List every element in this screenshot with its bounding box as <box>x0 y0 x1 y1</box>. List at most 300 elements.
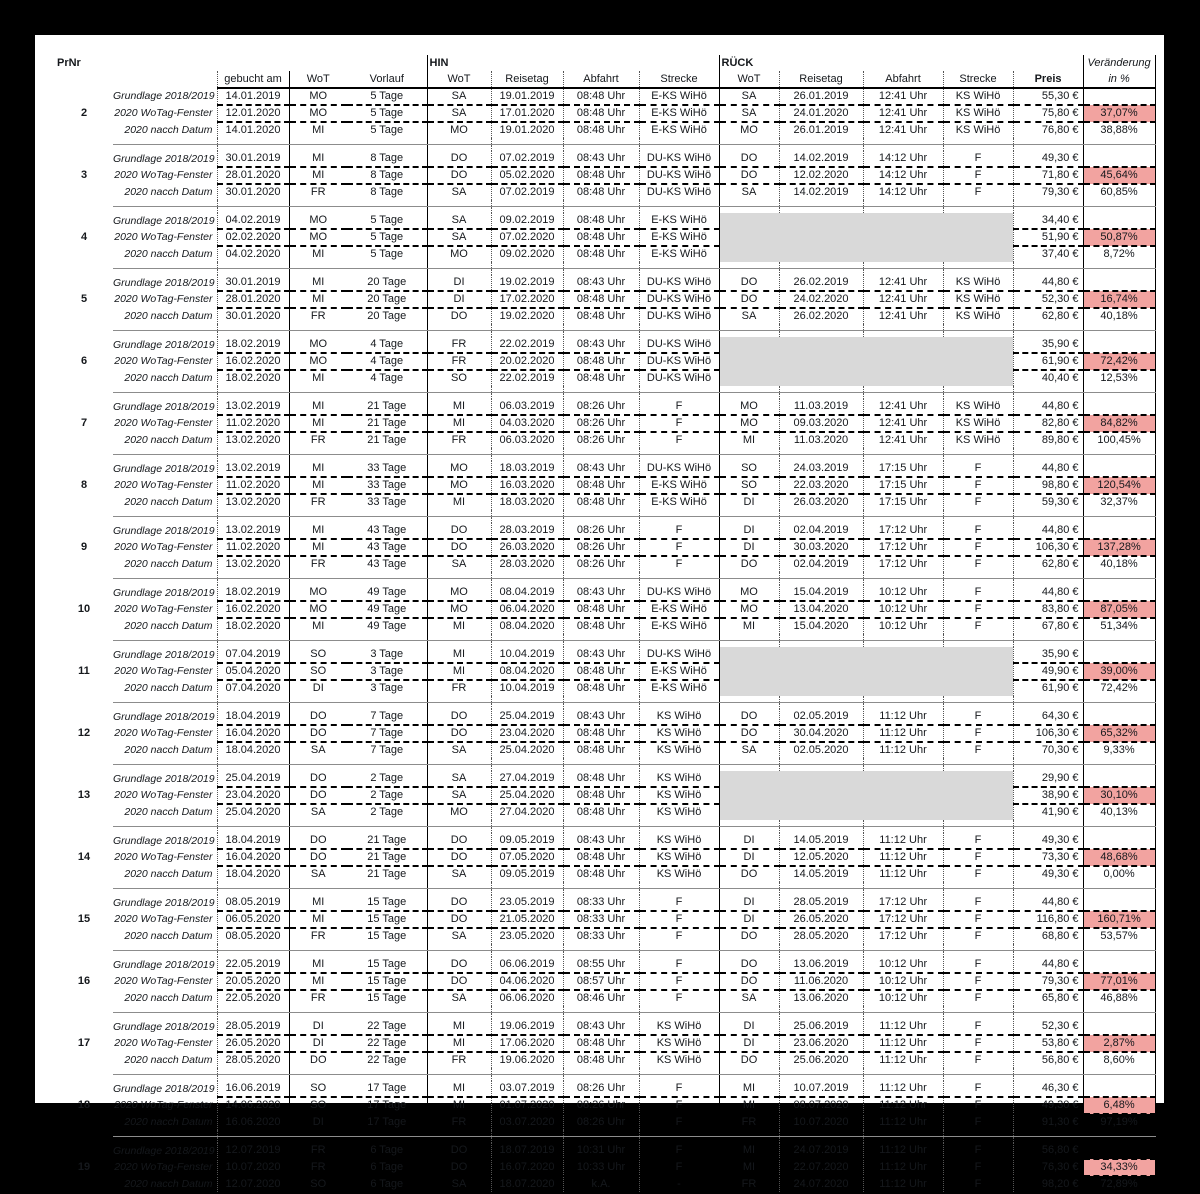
cell-hin-wot: MO <box>427 477 491 494</box>
row-variant-label: 2020 nacch Datum <box>124 805 213 818</box>
cell-hin-wot: SO <box>427 370 491 386</box>
data-row <box>55 477 1155 494</box>
cell-veraenderung-pct: 72,89% <box>1083 1176 1155 1193</box>
cell-wot: SA <box>289 866 347 882</box>
cell-vorlauf: 8 Tage <box>347 167 427 184</box>
data-row <box>55 1114 1155 1130</box>
row-variant-label: 2020 nacch Datum <box>124 681 213 694</box>
hin-strecke-header: Strecke <box>639 71 719 88</box>
cell-hin-wot: DO <box>427 709 491 725</box>
cell-preis: 29,90 € <box>1013 771 1083 787</box>
row-variant-label: 2020 nacch Datum <box>124 1115 213 1128</box>
cell-vorlauf: 3 Tage <box>347 663 427 680</box>
cell-hin-abfahrt: 08:48 Uhr <box>563 246 639 262</box>
cell-wot: FR <box>289 494 347 510</box>
cell-veraenderung-pct: 97,19% <box>1083 1114 1155 1130</box>
cell-rueck-strecke: F <box>943 1143 1013 1159</box>
prnr-cell <box>55 742 113 758</box>
row-variant-label: 2020 nacch Datum <box>124 309 213 322</box>
cell-hin-abfahrt: 08:43 Uhr <box>563 833 639 849</box>
cell-hin-reisetag: 08.04.2020 <box>491 663 563 680</box>
cell-hin-wot: SA <box>427 866 491 882</box>
cell-rueck-strecke: F <box>943 523 1013 539</box>
cell-preis: 51,90 € <box>1013 229 1083 246</box>
cell-hin-wot: MI <box>427 1035 491 1052</box>
cell-rueck-strecke: F <box>943 151 1013 167</box>
cell-hin-abfahrt: 08:26 Uhr <box>563 399 639 415</box>
cell-rueck-abfahrt: 11:12 Uhr <box>863 866 943 882</box>
cell-vorlauf: 5 Tage <box>347 213 427 229</box>
cell-rueck-wot: SA <box>719 184 779 200</box>
cell-gebucht-am: 14.01.2020 <box>217 122 289 138</box>
cell-hin-abfahrt: 08:48 Uhr <box>563 1052 639 1068</box>
row-variant-label: 2020 WoTag-Fenster <box>114 913 213 925</box>
cell-veraenderung-pct <box>1083 461 1155 477</box>
prnr-cell <box>55 1052 113 1068</box>
table-body <box>55 88 1155 1193</box>
wot-header: WoT <box>289 71 347 88</box>
prnr-cell <box>55 1081 113 1097</box>
cell-rueck-strecke: F <box>943 184 1013 200</box>
cell-rueck-wot: MI <box>719 1143 779 1159</box>
cell-veraenderung-pct: 12,53% <box>1083 370 1155 386</box>
cell-rueck-strecke: F <box>943 725 1013 742</box>
cell-veraenderung-pct <box>1083 957 1155 973</box>
cell-hin-strecke: F <box>639 539 719 556</box>
cell-hin-strecke: F <box>639 973 719 990</box>
prnr-cell <box>55 957 113 973</box>
cell-vorlauf: 15 Tage <box>347 911 427 928</box>
cell-rueck-wot: SA <box>719 990 779 1006</box>
cell-gebucht-am: 13.02.2019 <box>217 523 289 539</box>
cell-gebucht-am: 16.06.2020 <box>217 1114 289 1130</box>
cell-rueck-strecke: F <box>943 895 1013 911</box>
cell-rueck-wot: SA <box>719 105 779 122</box>
rueck-empty-block <box>719 337 1013 386</box>
cell-wot: DO <box>289 725 347 742</box>
cell-hin-wot: SA <box>427 1176 491 1193</box>
cell-rueck-reisetag: 13.06.2019 <box>779 957 863 973</box>
cell-hin-strecke: KS WiHö <box>639 1052 719 1068</box>
data-row <box>55 88 1155 105</box>
prnr-header: PrNr <box>57 57 81 69</box>
row-variant-label: Grundlage 2018/2019 <box>113 586 215 599</box>
cell-wot: FR <box>289 432 347 448</box>
cell-preis: 79,30 € <box>1013 184 1083 200</box>
data-row <box>55 167 1155 184</box>
cell-veraenderung-pct: 8,72% <box>1083 246 1155 262</box>
prnr-cell <box>55 370 113 386</box>
cell-rueck-abfahrt: 10:12 Uhr <box>863 990 943 1006</box>
cell-hin-wot: DO <box>427 539 491 556</box>
cell-hin-abfahrt: 08:48 Uhr <box>563 680 639 696</box>
cell-hin-strecke: F <box>639 399 719 415</box>
prnr-cell: 5 <box>80 293 88 305</box>
cell-hin-strecke: KS WiHö <box>639 849 719 866</box>
cell-hin-reisetag: 17.06.2020 <box>491 1035 563 1052</box>
cell-rueck-strecke: KS WiHö <box>943 432 1013 448</box>
cell-gebucht-am: 16.02.2020 <box>217 601 289 618</box>
row-variant-label: 2020 WoTag-Fenster <box>114 665 213 677</box>
cell-preis: 70,30 € <box>1013 742 1083 758</box>
cell-veraenderung-pct <box>1083 1143 1155 1159</box>
cell-rueck-abfahrt: 11:12 Uhr <box>863 1143 943 1159</box>
cell-wot: DI <box>289 680 347 696</box>
cell-rueck-wot: DO <box>719 709 779 725</box>
cell-rueck-abfahrt: 11:12 Uhr <box>863 1159 943 1176</box>
cell-vorlauf: 7 Tage <box>370 744 404 756</box>
cell-hin-wot: SA <box>427 88 491 105</box>
prnr-cell <box>55 833 113 849</box>
cell-hin-wot: DO <box>427 849 491 866</box>
cell-rueck-wot: DO <box>719 866 779 882</box>
cell-gebucht-am: 18.02.2019 <box>217 337 289 353</box>
cell-rueck-strecke: F <box>943 618 1013 634</box>
cell-rueck-reisetag: 28.05.2019 <box>779 895 863 911</box>
cell-rueck-reisetag: 11.03.2020 <box>779 432 863 448</box>
cell-rueck-abfahrt: 10:12 Uhr <box>863 973 943 990</box>
cell-gebucht-am: 22.05.2020 <box>217 990 289 1006</box>
cell-rueck-reisetag: 15.04.2020 <box>779 618 863 634</box>
row-variant-label: 2020 WoTag-Fenster <box>114 417 213 429</box>
cell-vorlauf: 43 Tage <box>347 523 427 539</box>
cell-hin-reisetag: 07.02.2019 <box>491 184 563 200</box>
cell-hin-reisetag: 06.03.2019 <box>491 399 563 415</box>
cell-rueck-reisetag: 13.06.2020 <box>779 990 863 1006</box>
cell-hin-wot: MO <box>427 246 491 262</box>
cell-vorlauf: 21 Tage <box>347 833 427 849</box>
cell-vorlauf: 8 Tage <box>370 186 404 198</box>
cell-hin-abfahrt: 08:43 Uhr <box>563 1019 639 1035</box>
cell-rueck-reisetag: 26.02.2020 <box>779 308 863 324</box>
cell-vorlauf: 17 Tage <box>347 1097 427 1114</box>
cell-wot: DO <box>289 833 347 849</box>
cell-hin-wot: SA <box>427 771 491 787</box>
cell-preis: 56,80 € <box>1013 1052 1083 1068</box>
cell-hin-reisetag: 04.06.2020 <box>491 973 563 990</box>
cell-veraenderung-pct <box>1083 585 1155 601</box>
cell-rueck-abfahrt: 11:12 Uhr <box>863 849 943 866</box>
data-row <box>55 709 1155 725</box>
cell-preis: 65,80 € <box>1013 990 1083 1006</box>
preis-header: Preis <box>1013 71 1083 88</box>
hin-reisetag-header: Reisetag <box>491 71 563 88</box>
cell-preis: 116,80 € <box>1013 911 1083 928</box>
cell-hin-abfahrt: 08:48 Uhr <box>563 849 639 866</box>
cell-rueck-wot: DO <box>719 1052 779 1068</box>
cell-veraenderung-pct: 40,18% <box>1083 308 1155 324</box>
cell-preis: 55,30 € <box>1013 88 1083 105</box>
prnr-cell <box>55 556 113 572</box>
prnr-cell <box>55 1143 113 1159</box>
cell-hin-reisetag: 28.03.2020 <box>491 556 563 572</box>
cell-vorlauf: 22 Tage <box>347 1035 427 1052</box>
prnr-cell <box>55 709 113 725</box>
cell-hin-reisetag: 03.07.2020 <box>491 1114 563 1130</box>
cell-hin-reisetag: 06.06.2020 <box>491 990 563 1006</box>
data-row <box>55 585 1155 601</box>
prnr-cell <box>55 771 113 787</box>
cell-hin-reisetag: 17.02.2020 <box>491 291 563 308</box>
cell-rueck-strecke: F <box>943 709 1013 725</box>
cell-wot: MI <box>289 291 347 308</box>
cell-hin-abfahrt: 08:48 Uhr <box>563 88 639 105</box>
row-variant-label: Grundlage 2018/2019 <box>113 648 215 661</box>
cell-rueck-strecke: F <box>943 928 1013 944</box>
cell-rueck-abfahrt: 17:12 Uhr <box>863 523 943 539</box>
cell-rueck-strecke: F <box>943 1114 1013 1130</box>
prnr-cell <box>55 618 113 634</box>
cell-hin-reisetag: 23.05.2020 <box>491 928 563 944</box>
cell-rueck-wot: MI <box>719 618 779 634</box>
prnr-cell: 14 <box>77 851 91 863</box>
cell-hin-strecke: DU-KS WiHö <box>639 275 719 291</box>
cell-hin-strecke: F <box>639 1143 719 1159</box>
cell-hin-wot: FR <box>427 337 491 353</box>
cell-hin-reisetag: 26.03.2020 <box>491 539 563 556</box>
cell-vorlauf: 5 Tage <box>370 124 404 136</box>
cell-hin-wot: FR <box>427 680 491 696</box>
data-row <box>55 1143 1155 1159</box>
cell-hin-abfahrt: 08:48 Uhr <box>563 308 639 324</box>
cell-rueck-abfahrt: 11:12 Uhr <box>863 1035 943 1052</box>
cell-preis: 68,80 € <box>1013 928 1083 944</box>
data-row <box>55 957 1155 973</box>
header-spacer <box>1013 55 1083 71</box>
prnr-cell <box>55 523 113 539</box>
cell-hin-strecke: F <box>639 990 719 1006</box>
cell-rueck-wot: SA <box>719 742 779 758</box>
cell-hin-reisetag: 21.05.2020 <box>491 911 563 928</box>
cell-vorlauf: 33 Tage <box>367 496 407 508</box>
cell-hin-reisetag: 09.02.2020 <box>491 246 563 262</box>
cell-hin-abfahrt: 08:48 Uhr <box>563 663 639 680</box>
cell-rueck-wot: MI <box>719 1081 779 1097</box>
cell-rueck-strecke: F <box>943 833 1013 849</box>
cell-veraenderung-pct: 72,42% <box>1083 680 1155 696</box>
row-variant-label: 2020 nacch Datum <box>124 247 213 260</box>
cell-hin-strecke: F <box>639 895 719 911</box>
cell-preis: 73,30 € <box>1013 849 1083 866</box>
cell-hin-abfahrt: 08:48 Uhr <box>563 618 639 634</box>
cell-hin-reisetag: 22.02.2019 <box>491 337 563 353</box>
cell-hin-abfahrt: 08:48 Uhr <box>563 866 639 882</box>
cell-rueck-abfahrt: 12:41 Uhr <box>863 88 943 105</box>
cell-wot: DO <box>289 1052 347 1068</box>
hin-section-header: HIN <box>427 55 719 71</box>
cell-hin-abfahrt: 08:48 Uhr <box>563 725 639 742</box>
cell-hin-reisetag: 08.04.2020 <box>491 618 563 634</box>
cell-hin-strecke: F <box>639 911 719 928</box>
cell-wot: MI <box>289 539 347 556</box>
cell-hin-reisetag: 16.07.2020 <box>491 1159 563 1176</box>
cell-preis: 53,80 € <box>1013 1035 1083 1052</box>
cell-wot: SA <box>289 804 347 820</box>
cell-hin-wot: DO <box>427 833 491 849</box>
cell-veraenderung-pct: 46,88% <box>1083 990 1155 1006</box>
row-variant-label: Grundlage 2018/2019 <box>113 90 215 102</box>
cell-preis: 76,30 € <box>1013 1159 1083 1176</box>
row-variant-label: 2020 nacch Datum <box>124 557 213 570</box>
cell-wot: MI <box>289 911 347 928</box>
cell-gebucht-am: 16.04.2020 <box>217 849 289 866</box>
data-row <box>55 556 1155 572</box>
cell-hin-reisetag: 27.04.2020 <box>491 804 563 820</box>
cell-vorlauf: 33 Tage <box>347 461 427 477</box>
cell-hin-reisetag: 28.03.2019 <box>491 523 563 539</box>
cell-veraenderung-pct: 137,28% <box>1083 539 1155 556</box>
rueck-empty-block <box>719 213 1013 262</box>
cell-hin-reisetag: 23.05.2019 <box>491 895 563 911</box>
cell-rueck-abfahrt: 17:12 Uhr <box>863 928 943 944</box>
cell-rueck-abfahrt: 12:41 Uhr <box>863 122 943 138</box>
prnr-cell <box>55 1114 113 1130</box>
cell-hin-reisetag: 07.02.2020 <box>491 229 563 246</box>
row-variant-label: 2020 WoTag-Fenster <box>114 107 213 119</box>
cell-rueck-reisetag: 14.05.2019 <box>779 866 863 882</box>
cell-veraenderung-pct <box>1083 399 1155 415</box>
cell-hin-strecke: E-KS WiHö <box>639 229 719 246</box>
cell-hin-abfahrt: 08:33 Uhr <box>563 928 639 944</box>
cell-rueck-abfahrt: 12:41 Uhr <box>863 432 943 448</box>
data-row <box>55 618 1155 634</box>
cell-veraenderung-pct: 40,18% <box>1083 556 1155 572</box>
cell-rueck-wot: DO <box>719 167 779 184</box>
cell-rueck-reisetag: 23.06.2020 <box>779 1035 863 1052</box>
row-variant-label: Grundlage 2018/2019 <box>113 214 215 227</box>
cell-rueck-wot: MI <box>719 1097 779 1114</box>
cell-hin-reisetag: 19.01.2019 <box>491 88 563 105</box>
cell-rueck-reisetag: 24.07.2020 <box>779 1176 863 1193</box>
cell-hin-wot: FR <box>427 1052 491 1068</box>
cell-hin-strecke: DU-KS WiHö <box>639 647 719 663</box>
row-variant-label: Grundlage 2018/2019 <box>113 896 215 909</box>
cell-rueck-wot: DO <box>719 556 779 572</box>
prnr-cell <box>55 308 113 324</box>
data-row <box>55 432 1155 448</box>
cell-rueck-strecke: F <box>943 1097 1013 1114</box>
prnr-cell: 13 <box>77 789 91 801</box>
cell-vorlauf: 2 Tage <box>370 806 404 818</box>
cell-hin-strecke: KS WiHö <box>639 866 719 882</box>
prnr-cell <box>55 804 113 820</box>
cell-rueck-abfahrt: 11:12 Uhr <box>863 1097 943 1114</box>
data-row <box>55 833 1155 849</box>
cell-gebucht-am: 18.04.2019 <box>217 709 289 725</box>
cell-wot: SO <box>289 663 347 680</box>
row-variant-label: 2020 nacch Datum <box>124 1053 213 1066</box>
cell-hin-reisetag: 18.07.2020 <box>491 1176 563 1193</box>
cell-preis: 59,30 € <box>1013 494 1083 510</box>
column-header-row <box>55 71 1155 88</box>
data-row <box>55 151 1155 167</box>
cell-hin-reisetag: 09.05.2019 <box>491 833 563 849</box>
data-row <box>55 742 1155 758</box>
cell-preis: 34,40 € <box>1013 213 1083 229</box>
cell-rueck-abfahrt: 12:41 Uhr <box>863 415 943 432</box>
cell-preis: 44,80 € <box>1013 957 1083 973</box>
cell-hin-wot: MI <box>427 1081 491 1097</box>
cell-hin-reisetag: 06.03.2020 <box>491 432 563 448</box>
cell-vorlauf: 4 Tage <box>347 353 427 370</box>
cell-wot: MO <box>289 213 347 229</box>
prnr-cell <box>55 184 113 200</box>
cell-hin-abfahrt: 08:48 Uhr <box>563 167 639 184</box>
data-row <box>55 399 1155 415</box>
data-row <box>55 1097 1155 1114</box>
cell-rueck-strecke: KS WiHö <box>943 308 1013 324</box>
cell-rueck-strecke: F <box>943 494 1013 510</box>
cell-rueck-abfahrt: 10:12 Uhr <box>863 601 943 618</box>
cell-gebucht-am: 16.04.2020 <box>217 725 289 742</box>
cell-gebucht-am: 16.06.2019 <box>217 1081 289 1097</box>
cell-hin-reisetag: 17.01.2020 <box>491 105 563 122</box>
cell-rueck-strecke: F <box>943 742 1013 758</box>
cell-preis: 62,80 € <box>1013 308 1083 324</box>
cell-veraenderung-pct: 51,34% <box>1083 618 1155 634</box>
cell-rueck-reisetag: 26.05.2020 <box>779 911 863 928</box>
cell-veraenderung-pct <box>1083 213 1155 229</box>
cell-rueck-strecke: F <box>943 461 1013 477</box>
cell-vorlauf: 15 Tage <box>347 973 427 990</box>
row-variant-label: 2020 WoTag-Fenster <box>114 1037 213 1049</box>
cell-gebucht-am: 12.01.2020 <box>217 105 289 122</box>
cell-vorlauf: 5 Tage <box>347 88 427 105</box>
data-row <box>55 1019 1155 1035</box>
data-row <box>55 415 1155 432</box>
cell-veraenderung-pct: 50,87% <box>1083 229 1155 246</box>
cell-hin-abfahrt: 08:43 Uhr <box>563 275 639 291</box>
veraenderung-header-line1: Veränderung <box>1083 55 1155 71</box>
cell-veraenderung-pct <box>1083 337 1155 353</box>
cell-hin-wot: MI <box>427 1019 491 1035</box>
cell-preis: 41,90 € <box>1013 804 1083 820</box>
cell-rueck-reisetag: 10.07.2020 <box>779 1114 863 1130</box>
cell-rueck-strecke: KS WiHö <box>943 105 1013 122</box>
cell-rueck-abfahrt: 10:12 Uhr <box>863 585 943 601</box>
cell-hin-reisetag: 25.04.2020 <box>491 742 563 758</box>
cell-preis: 98,20 € <box>1013 1176 1083 1193</box>
cell-hin-wot: FR <box>427 432 491 448</box>
cell-rueck-strecke: F <box>943 1081 1013 1097</box>
cell-vorlauf: 2 Tage <box>347 787 427 804</box>
cell-rueck-wot: MO <box>719 122 779 138</box>
cell-hin-abfahrt: 10:31 Uhr <box>563 1143 639 1159</box>
cell-hin-reisetag: 19.02.2019 <box>491 275 563 291</box>
cell-preis: 61,90 € <box>1013 353 1083 370</box>
cell-hin-strecke: F <box>639 415 719 432</box>
cell-rueck-strecke: F <box>943 1035 1013 1052</box>
cell-hin-strecke: F <box>639 1159 719 1176</box>
cell-wot: MI <box>289 973 347 990</box>
cell-vorlauf: 22 Tage <box>367 1054 407 1066</box>
cell-veraenderung-pct: 84,82% <box>1083 415 1155 432</box>
header-spacer <box>113 71 217 88</box>
cell-gebucht-am: 25.04.2019 <box>217 771 289 787</box>
row-variant-label: 2020 nacch Datum <box>124 1178 213 1190</box>
cell-vorlauf: 15 Tage <box>347 895 427 911</box>
row-variant-label: 2020 WoTag-Fenster <box>114 231 213 243</box>
cell-rueck-abfahrt: 11:12 Uhr <box>863 833 943 849</box>
prnr-cell: 17 <box>77 1037 91 1049</box>
cell-rueck-strecke: F <box>943 957 1013 973</box>
cell-rueck-wot: DI <box>719 833 779 849</box>
cell-wot: MI <box>289 895 347 911</box>
cell-hin-strecke: DU-KS WiHö <box>639 167 719 184</box>
row-variant-label: 2020 nacch Datum <box>124 433 213 446</box>
cell-rueck-reisetag: 08.07.2020 <box>779 1097 863 1114</box>
cell-rueck-wot: SO <box>719 477 779 494</box>
